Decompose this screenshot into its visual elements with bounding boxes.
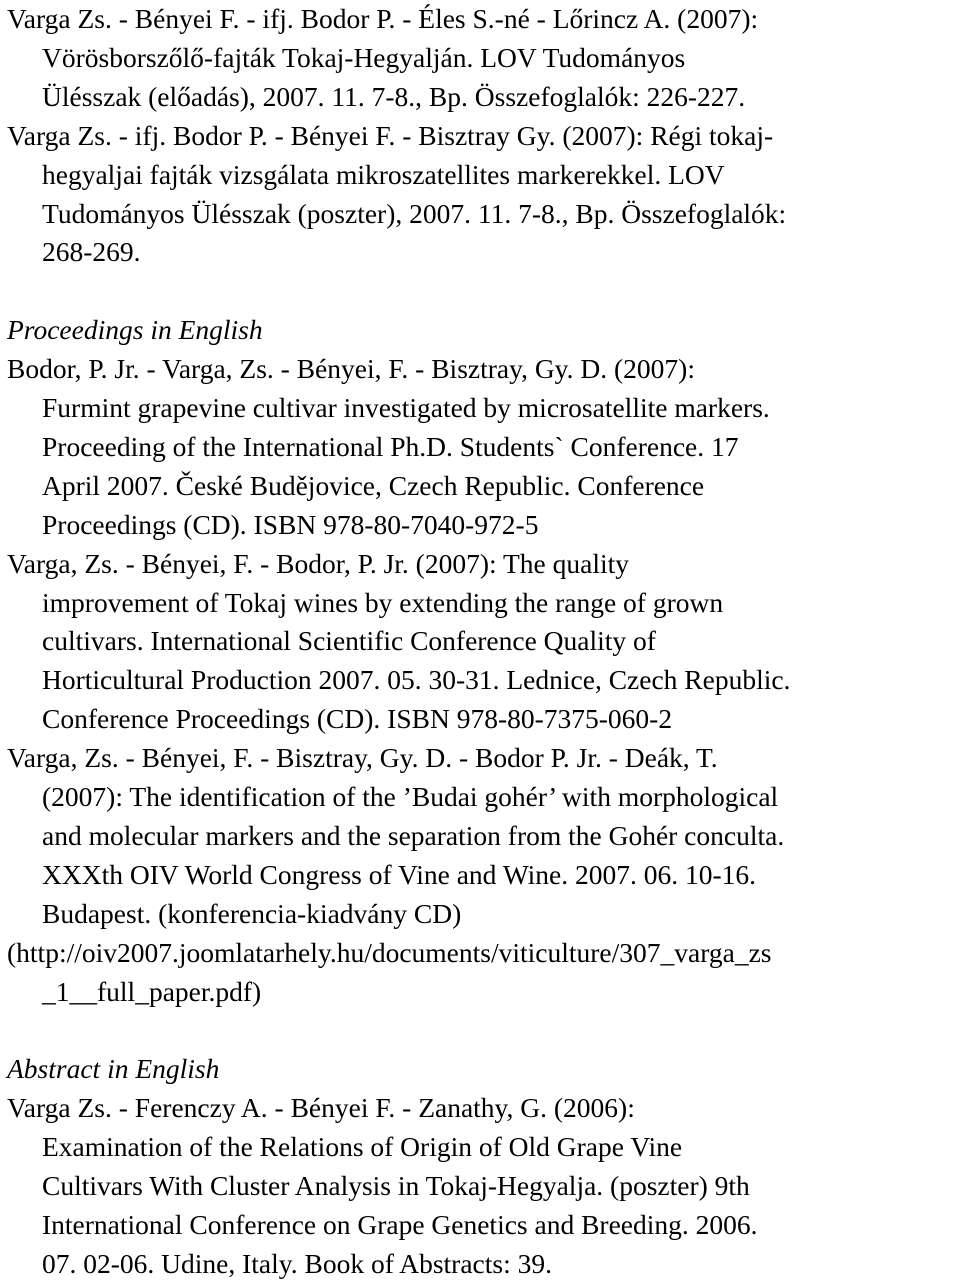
reference-line: Proceedings (CD). ISBN 978-80-7040-972-5 [42,508,539,540]
reference-line: Examination of the Relations of Origin of Old Grape Vine [42,1131,683,1163]
reference-line: 268-269. [42,236,141,268]
reference-line: cultivars. International Scientific Conference Quality of [42,625,656,657]
reference-entry [7,0,957,117]
reference-line: Vörösborszőlő-fajták Tokaj-Hegyalján. LOV Tudományos [42,41,686,73]
reference-line: Cultivars With Cluster Analysis in Tokaj-Hegyalja. (poszter) 9th [42,1170,750,1202]
reference-line: Varga, Zs. - Bényei, F. - Bisztray, Gy. D. - Bodor P. Jr. - Deák, T. [7,742,718,774]
reference-line: (2007): The identification of the ’Budai gohér’ with morphological [42,781,779,813]
reference-entry [7,117,957,273]
reference-line: Proceeding of the International Ph.D. Students` Conference. 17 [42,430,739,462]
reference-entry [7,1089,957,1284]
document-page [7,0,957,1284]
reference-line: International Conference on Grape Genetics and Breeding. 2006. [42,1209,758,1241]
reference-line: Budapest. (konferencia-kiadvány CD) [42,897,462,929]
reference-entry [7,545,957,740]
reference-line: XXXth OIV World Congress of Vine and Wine. 2007. 06. 10-16. [42,858,757,890]
reference-entry [7,350,957,545]
reference-line: hegyaljai fajták vizsgálata mikroszatellites markerekkel. LOV [42,158,725,190]
reference-line: Bodor, P. Jr. - Varga, Zs. - Bényei, F. - Bisztray, Gy. D. (2007): [7,353,695,385]
paragraph-spacer [7,1012,957,1051]
reference-line: Varga Zs. - ifj. Bodor P. - Bényei F. - Bisztray Gy. (2007): Régi tokaj- [7,119,774,151]
reference-entry [7,739,957,1011]
reference-line: improvement of Tokaj wines by extending the range of grown [42,586,724,618]
reference-line: (http://oiv2007.joomlatarhely.hu/documents/viticulture/307_varga_zs [7,936,772,968]
reference-line: April 2007. České Budějovice, Czech Republic. Conference [42,469,705,501]
reference-line: Varga, Zs. - Bényei, F. - Bodor, P. Jr. (2007): The quality [7,547,630,579]
reference-line: Horticultural Production 2007. 05. 30-31. Lednice, Czech Republic. [42,664,791,696]
reference-line: Varga Zs. - Bényei F. - ifj. Bodor P. - Éles S.-né - Lőrincz A. (2007): [7,3,759,34]
reference-line: Conference Proceedings (CD). ISBN 978-80-7375-060-2 [42,703,673,735]
reference-line: Varga Zs. - Ferenczy A. - Bényei F. - Zanathy, G. (2006): [7,1092,635,1124]
section-heading: Abstract in English [7,1053,220,1085]
reference-line: _1__full_paper.pdf) [42,975,262,1007]
reference-line: Tudományos Ülésszak (poszter), 2007. 11. 7-8., Bp. Összefoglalók: [42,197,787,229]
paragraph-spacer [7,272,957,311]
reference-line: Ülésszak (előadás), 2007. 11. 7-8., Bp. Összefoglalók: 226-227. [42,80,746,112]
section-heading: Proceedings in English [7,314,263,346]
reference-line: 07. 02-06. Udine, Italy. Book of Abstracts: 39. [42,1247,552,1279]
reference-line: Furmint grapevine cultivar investigated by microsatellite markers. [42,392,770,424]
reference-line: and molecular markers and the separation from the Gohér conculta. [42,820,785,852]
